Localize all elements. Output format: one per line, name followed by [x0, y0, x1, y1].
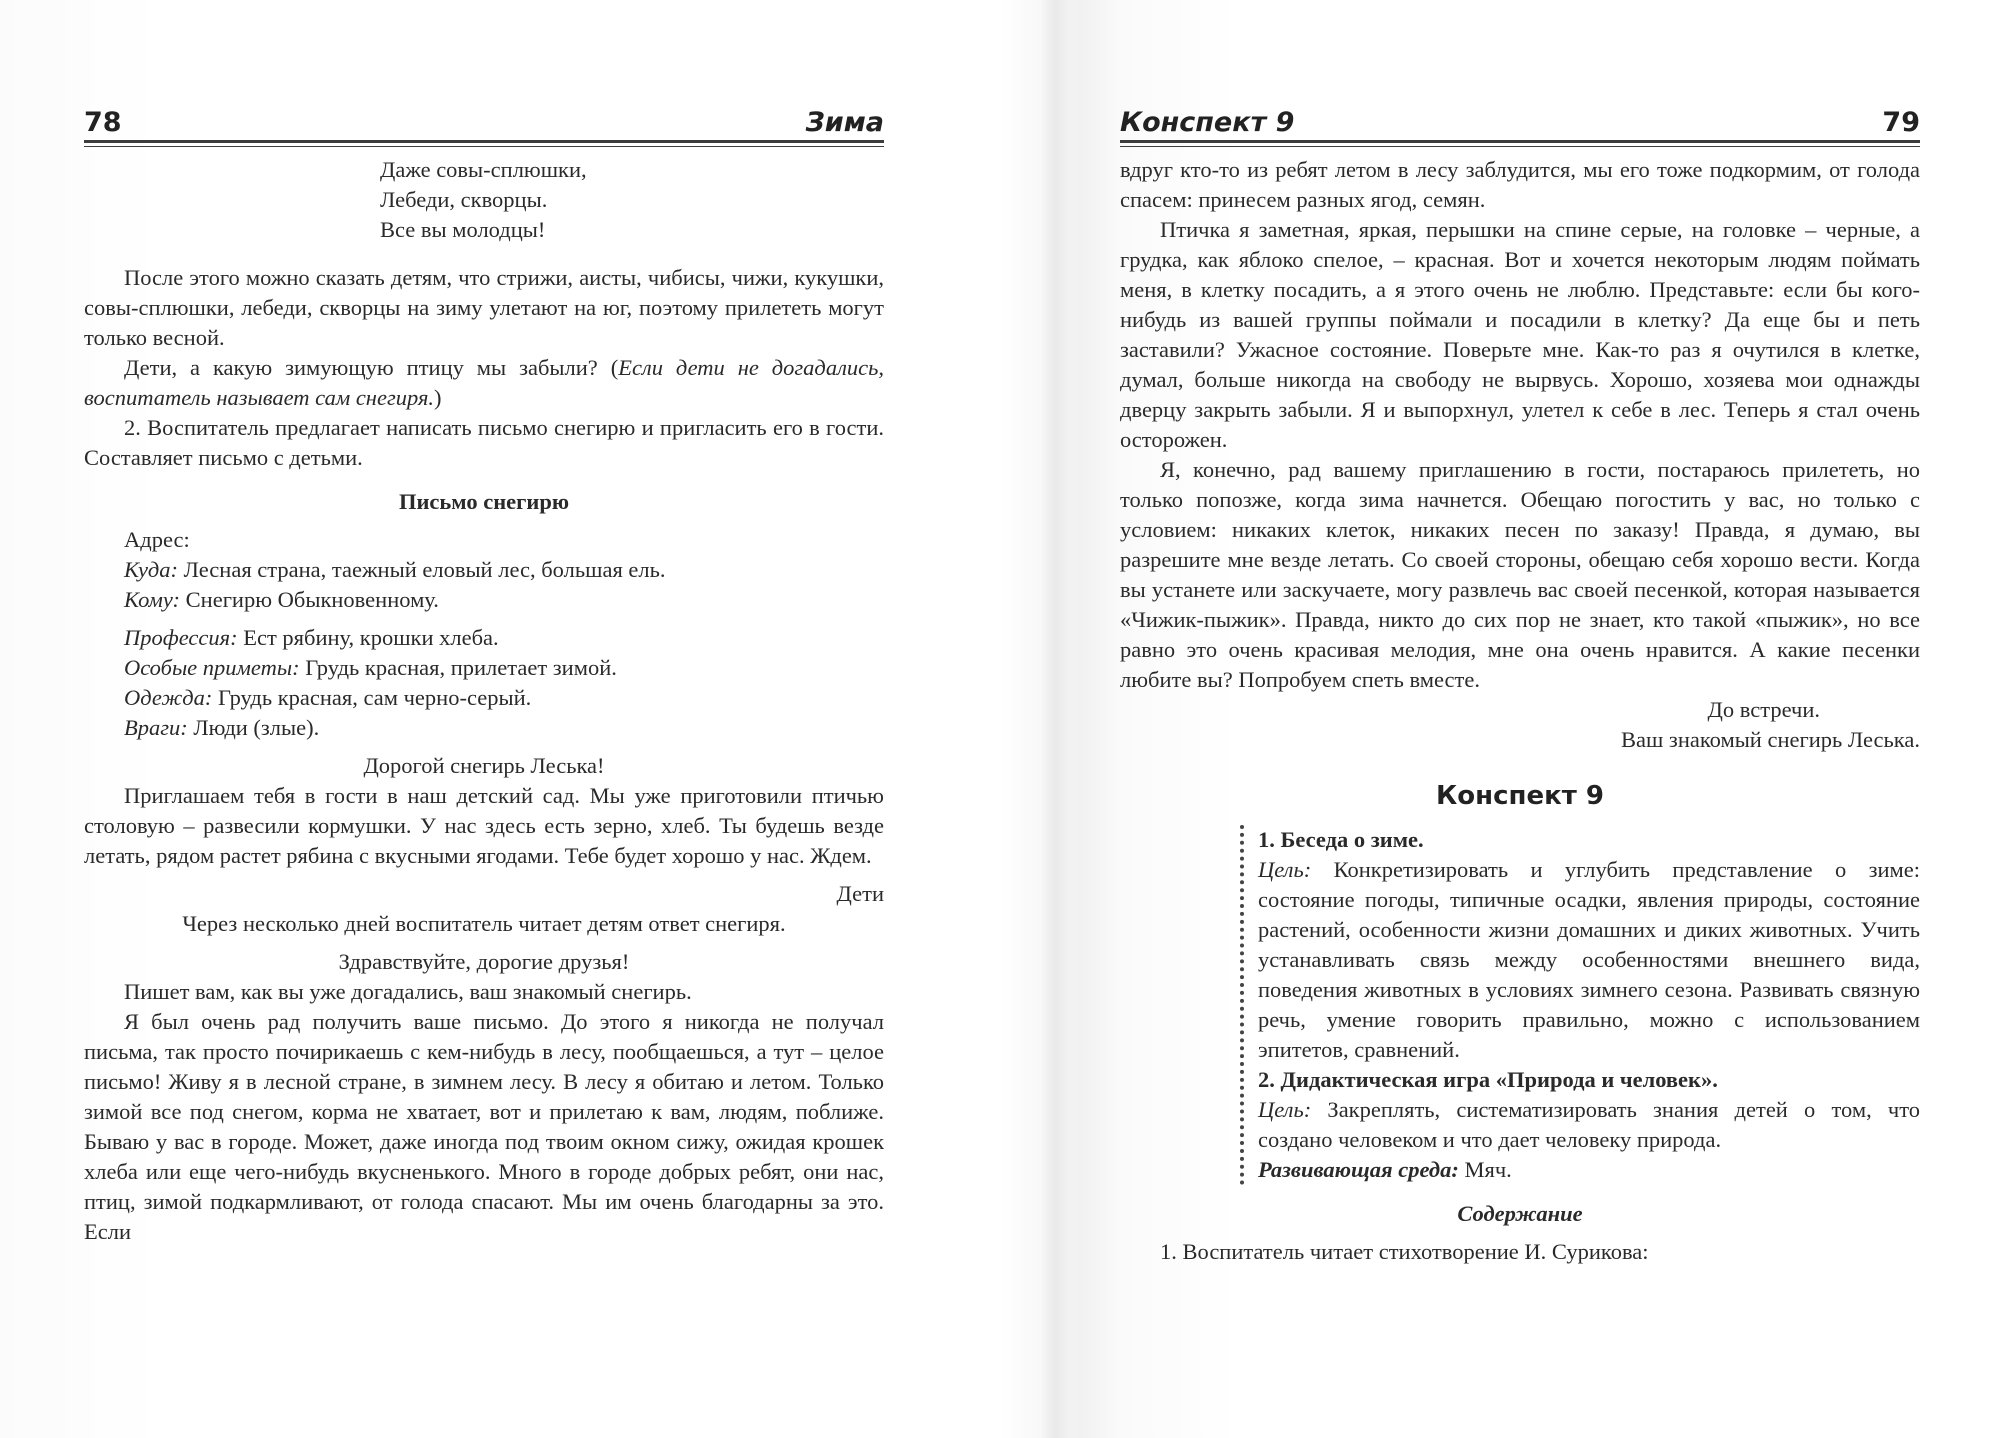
- paragraph: Дети, а какую зимующую птицу мы забыли? (Если дети не догадались, воспитатель называет сам снегиря.): [84, 355, 884, 410]
- lesson-goals-box: [1240, 825, 1920, 1185]
- profile-line: Одежда: Грудь красная, сам черно-серый.: [124, 685, 532, 710]
- running-title: Конспект 9: [1120, 107, 1295, 138]
- paragraph: Я был очень рад получить ваше письмо. До этого я никогда не получал письма, так просто почирикаешь с кем-нибудь в лесу, пообщаешься, а тут – целое письмо! Живу я в лесной стране, в зимнем лесу. В лесу я обитаю и летом. Только зимой все под снегом, корма не хватает, вот и прилетаю к вам, людям, поближе. Бываю у вас в городе. Может, даже иногда под твоим окном сижу, ожидая крошек хлеба или еще чего-нибудь вкусненького. Много в городе добрых ребят, они нас, птиц, зимой подкармливают, от голода спасают. Мы им очень благодарны за это. Если: [84, 1009, 884, 1244]
- paragraph: Через несколько дней воспитатель читает детям ответ снегиря.: [182, 911, 786, 936]
- closing-line: Ваш знакомый снегирь Леська.: [1620, 727, 1920, 752]
- profile-line: Враги: Люди (злые).: [124, 715, 320, 740]
- verse-line: Все вы молодцы!: [380, 217, 546, 242]
- paragraph: Я, конечно, рад вашему приглашению в гости, постараюсь прилететь, но только попозже, когда зима начнется. Обещаю погостить у вас, но только с условием: никаких клеток, никаких песен по заказу! Правда, я думаю, вы разрешите мне везде летать. Со своей стороны, обещаю себя хорошо вести. Когда вы устанете или заскучаете, могу развлечь вас своей песенкой, которая называется «Чижик-пыжик». Правда, никто до сих пор не знает, кто такой «пыжик», но все равно это очень красивая мелодия, мне она очень нравится. А какие песенки любите вы? Попробуем спеть вместе.: [1120, 457, 1920, 692]
- letter-greeting: Дорогой снегирь Леська!: [363, 753, 605, 778]
- address-label: Адрес:: [124, 527, 190, 552]
- paragraph: 2. Воспитатель предлагает написать письмо снегирю и пригласить его в гости. Составляет письмо с детьми.: [84, 415, 884, 470]
- paragraph: 1. Воспитатель читает стихотворение И. Сурикова:: [1160, 1239, 1649, 1264]
- paragraph: После этого можно сказать детям, что стрижи, аисты, чибисы, чижи, кукушки, совы-сплюшки, лебеди, скворцы на зиму улетают на юг, поэтому прилететь могут только весной.: [84, 265, 884, 350]
- paragraph: Приглашаем тебя в гости в наш детский сад. Мы уже приготовили птичью столовую – развесили кормушки. У нас здесь есть зерно, хлеб. Ты будешь везде летать, рядом растет рябина с вкусными ягодами. Тебе будет хорошо у нас. Ждем.: [84, 783, 884, 868]
- letter-signature: Дети: [836, 881, 884, 906]
- right-page-body: [1120, 155, 1920, 1267]
- goal-text: Цель: Конкретизировать и углубить представление о зиме: состояние погоды, типичные осадки, явления природы, состояние растений, особенности жизни домашних и диких животных. Учить устанавливать связь между особенностями внешнего вида, поведения животных в условиях зимнего сезона. Развивать связную речь, умение говорить правильно, можно с использованием эпитетов, сравнений.: [1258, 857, 1921, 1062]
- profile-line: Особые приметы: Грудь красная, прилетает зимой.: [124, 655, 617, 680]
- goal-text: Цель: Закреплять, систематизировать знания детей о том, что создано человеком и что дает человеку природа.: [1258, 1097, 1921, 1152]
- right-page-header: [1120, 100, 1920, 143]
- content-heading: Содержание: [1457, 1201, 1583, 1226]
- left-page-body: [84, 155, 884, 1247]
- left-page: [84, 100, 884, 1247]
- poem-verse: [84, 155, 884, 245]
- letter-heading: Письмо снегирю: [398, 489, 570, 514]
- profile-line: Профессия: Ест рябину, крошки хлеба.: [124, 625, 499, 650]
- paragraph: Птичка я заметная, яркая, перышки на спине серые, на головке – черные, а грудка, как яблоко спелое, – красная. Вот и хочется некоторым людям поймать меня, в клетку посадить, а я этого очень не люблю. Представьте: если бы кого-нибудь из вашей группы поймали и посадили в клетку? Да еще бы и петь заставили? Ужасное состояние. Поверьте мне. Как-то раз я очутился в клетке, думал, больше никогда на свободу не вырвусь. Хорошо, хозяева мои однажды дверцу закрыть забыли. Я и выпорхнул, улетел к себе в лес. Теперь я стал очень осторожен.: [1120, 217, 1920, 452]
- environment-line: Развивающая среда: Мяч.: [1258, 1157, 1512, 1182]
- paragraph: Пишет вам, как вы уже догадались, ваш знакомый снегирь.: [124, 979, 692, 1004]
- goal-item-title: 2. Дидактическая игра «Природа и человек».: [1258, 1067, 1718, 1092]
- page-number: 79: [1882, 107, 1920, 138]
- reply-greeting: Здравствуйте, дорогие друзья!: [338, 949, 630, 974]
- book-gutter: [1040, 0, 1070, 1438]
- letter-address: [84, 525, 884, 743]
- left-page-header: [84, 100, 884, 143]
- right-page: [1120, 100, 1920, 1267]
- section-heading: Конспект 9: [1436, 781, 1604, 811]
- verse-line: Лебеди, скворцы.: [380, 187, 548, 212]
- verse-line: Даже совы-сплюшки,: [380, 157, 587, 182]
- goal-item-title: 1. Беседа о зиме.: [1258, 827, 1424, 852]
- address-line: Куда: Лесная страна, таежный еловый лес, большая ель.: [124, 557, 666, 582]
- address-line: Кому: Снегирю Обыкновенному.: [124, 587, 439, 612]
- paragraph: вдруг кто-то из ребят летом в лесу заблудится, мы его тоже подкормим, от голода спасем: принесем разных ягод, семян.: [1120, 157, 1920, 212]
- running-title: Зима: [805, 107, 884, 138]
- page-number: 78: [84, 107, 122, 138]
- closing-line: До встречи.: [1707, 697, 1820, 722]
